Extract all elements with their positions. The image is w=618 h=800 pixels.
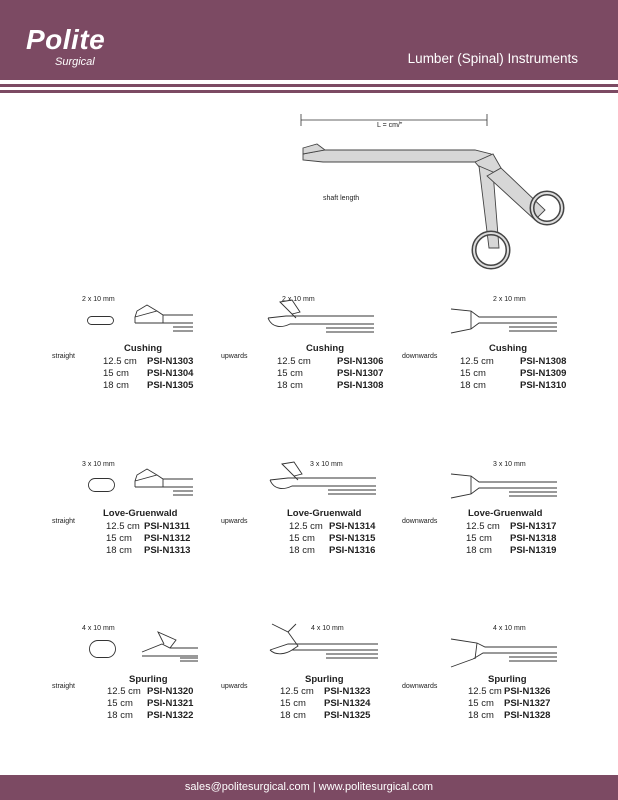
size-row: 18 cm PSI-N1316 <box>289 545 376 556</box>
shaft-length-label: shaft length <box>323 195 360 202</box>
downwards-tip-drawing <box>449 635 559 671</box>
instrument-name: Spurling <box>488 674 527 685</box>
size-row: 12.5 cm PSI-N1306 <box>277 356 384 367</box>
size-row: 15 cm PSI-N1315 <box>289 533 376 544</box>
size-row: 18 cm PSI-N1322 <box>107 710 194 721</box>
downwards-tip-drawing <box>449 305 559 337</box>
header-banner <box>0 0 618 80</box>
instrument-name: Cushing <box>489 343 527 354</box>
size-row: 15 cm PSI-N1318 <box>466 533 557 544</box>
size-row: 12.5 cm PSI-N1308 <box>460 356 567 367</box>
straight-tip-drawing <box>133 467 195 497</box>
direction-label: straight <box>52 683 75 690</box>
direction-label: straight <box>52 518 75 525</box>
size-row: 12.5 cm PSI-N1317 <box>466 521 557 532</box>
logo-subtitle: Surgical <box>55 56 95 68</box>
bite-size-label: 3 x 10 mm <box>82 461 115 468</box>
size-row: 15 cm PSI-N1309 <box>460 368 567 379</box>
straight-tip-drawing <box>140 630 202 662</box>
bite-size-label: 3 x 10 mm <box>493 461 526 468</box>
size-row: 12.5 cm PSI-N1326 <box>468 686 551 697</box>
size-row: 18 cm PSI-N1305 <box>103 380 194 391</box>
size-row: 15 cm PSI-N1312 <box>106 533 191 544</box>
instrument-name: Love-Gruenwald <box>103 508 178 519</box>
length-label: L = cm/" <box>377 122 403 129</box>
footer-contact[interactable]: sales@politesurgical.com | www.politesurgical.com <box>0 775 618 800</box>
direction-label: upwards <box>221 353 248 360</box>
bite-size-label: 2 x 10 mm <box>82 296 115 303</box>
instrument-name: Spurling <box>129 674 168 685</box>
size-row: 12.5 cm PSI-N1320 <box>107 686 194 697</box>
size-row: 18 cm PSI-N1325 <box>280 710 371 721</box>
size-row: 15 cm PSI-N1324 <box>280 698 371 709</box>
bite-shape-icon <box>87 316 117 326</box>
bite-size-label: 2 x 10 mm <box>493 296 526 303</box>
page-title: Lumber (Spinal) Instruments <box>407 51 578 66</box>
size-row: 15 cm PSI-N1321 <box>107 698 194 709</box>
size-row: 12.5 cm PSI-N1314 <box>289 521 376 532</box>
size-row: 18 cm PSI-N1310 <box>460 380 567 391</box>
bite-size-label: 4 x 10 mm <box>82 625 115 632</box>
logo: Polite <box>26 24 106 55</box>
size-row: 12.5 cm PSI-N1323 <box>280 686 371 697</box>
size-row: 15 cm PSI-N1327 <box>468 698 551 709</box>
instrument-name: Love-Gruenwald <box>287 508 362 519</box>
size-row: 18 cm PSI-N1313 <box>106 545 191 556</box>
size-row: 18 cm PSI-N1319 <box>466 545 557 556</box>
bite-size-label: 3 x 10 mm <box>310 461 343 468</box>
upwards-tip-drawing <box>266 620 380 660</box>
rongeur-instrument-image <box>295 110 525 275</box>
size-row: 18 cm PSI-N1328 <box>468 710 551 721</box>
direction-label: upwards <box>221 518 248 525</box>
header-stripe <box>0 84 618 87</box>
instrument-name: Cushing <box>306 343 344 354</box>
instrument-name: Love-Gruenwald <box>468 508 543 519</box>
header-stripe <box>0 90 618 93</box>
bite-shape-icon <box>88 478 118 494</box>
direction-label: downwards <box>402 518 438 525</box>
direction-label: upwards <box>221 683 248 690</box>
bite-size-label: 4 x 10 mm <box>311 625 344 632</box>
straight-tip-drawing <box>133 303 195 333</box>
size-row: 15 cm PSI-N1307 <box>277 368 384 379</box>
instrument-name: Cushing <box>124 343 162 354</box>
bite-size-label: 2 x 10 mm <box>282 296 315 303</box>
instrument-name: Spurling <box>305 674 344 685</box>
upwards-tip-drawing <box>266 298 376 334</box>
size-row: 18 cm PSI-N1308 <box>277 380 384 391</box>
upwards-tip-drawing <box>268 460 378 496</box>
direction-label: straight <box>52 353 75 360</box>
bite-shape-icon <box>89 640 119 660</box>
size-row: 12.5 cm PSI-N1303 <box>103 356 194 367</box>
direction-label: downwards <box>402 353 438 360</box>
direction-label: downwards <box>402 683 438 690</box>
bite-size-label: 4 x 10 mm <box>493 625 526 632</box>
size-row: 12.5 cm PSI-N1311 <box>106 521 190 532</box>
size-row: 15 cm PSI-N1304 <box>103 368 194 379</box>
downwards-tip-drawing <box>449 470 559 502</box>
